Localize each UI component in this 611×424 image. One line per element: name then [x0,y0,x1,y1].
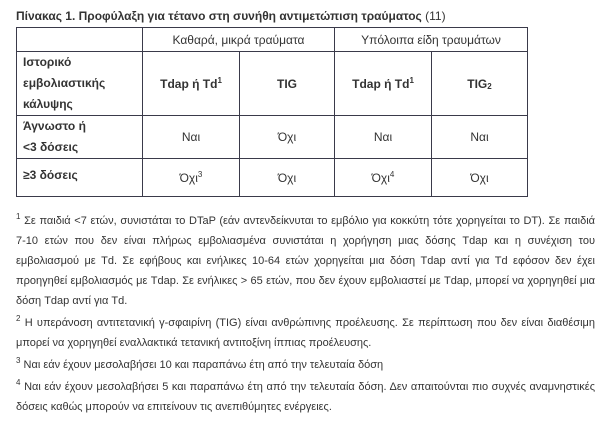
footnotes [16,211,595,419]
row-header-line: κάλυψης [23,97,73,111]
corner-cell [17,28,143,52]
cell: Όχι$^4$ [335,159,432,197]
cell: Ναι [432,116,528,159]
subheader-tig-other: $TIG_2$ [432,52,528,116]
group-header-row [17,28,528,52]
cell: Όχι [240,116,335,159]
subheader-tdap-td-clean: Tdap ή Td$^1$ [143,52,240,116]
footnote-2: $^2$ Η υπεράνοση αντιτετανική γ-σφαιρίνη (TIG) είναι ανθρώπινης προέλευσης. Σε περίπτωση που δεν είναι διαθέσιμη μπορεί να χορηγηθεί εναλλακτικά τετανική αντιτοξίνη ίππιας προέλευσης. [16,314,595,349]
row-header-line: εμβολιαστικής [23,76,106,90]
footnote-3: $^3$ Ναι εάν έχουν μεσολαβήσει 10 και παραπάνω έτη από την τελευταία δόση [16,356,384,371]
row-header-line: Ιστορικό [23,55,72,69]
cell: Ναι [143,116,240,159]
table-row [17,159,528,197]
subheader-tig-clean: TIG [240,52,335,116]
row-label-3-or-more: ≥3 δόσεις [17,159,143,197]
row-label-unknown-or-less-than-3: Άγνωστο ή <3 δόσεις [17,116,143,159]
cell: Ναι [335,116,432,159]
cell: Όχι [240,159,335,197]
cell: Όχι$^3$ [143,159,240,197]
tetanus-prophylaxis-table [16,27,528,197]
subheader-row [17,52,528,116]
table-caption [16,9,446,23]
group-header-other-wounds: Υπόλοιπα είδη τραυμάτων [335,28,528,52]
footnote-1: $^1$ Σε παιδιά <7 ετών, συνιστάται το DTaP (εάν αντενδείκνυται το εμβόλιο για κοκκύτη τότε χορηγείται το DT). Σε παιδιά 7-10 ετών που δεν είναι πλήρως εμβολιασμένα συνιστάται η χορήγηση μιας δόσης Tdap και η συνέχιση του εμβολιασμού με Td. Σε εφήβους και ενήλικες 10-64 ετών χορηγείται μια δόση Tdap αντί για Td εφόσον δεν έχει προηγηθεί εμβολιασμός με Tdap. Σε ενήλικες > 65 ετών, που δεν έχουν εμβολιαστεί με Tdap, μπορεί να χορηγηθεί μια δόση Tdap αντί για Td. [16,212,595,307]
cell: Όχι [432,159,528,197]
caption-reference: (11) [425,9,446,23]
subheader-tdap-td-other: Tdap ή Td$^1$ [335,52,432,116]
caption-text: Πίνακας 1. Προφύλαξη για τέτανο στη συνήθη αντιμετώπιση τραύματος [16,9,422,23]
row-header-vaccination-history [17,52,143,116]
group-header-clean-wounds: Καθαρά, μικρά τραύματα [143,28,335,52]
table-row [17,116,528,159]
footnote-4: $^4$ Ναι εάν έχουν μεσολαβήσει 5 και παραπάνω έτη από την τελευταία δόση. Δεν απαιτούνται πιο συχνές αναμνηστικές δόσεις καθώς μπορούν να επιτείνουν τις ανεπιθύμητες ενέργειες. [16,378,595,413]
